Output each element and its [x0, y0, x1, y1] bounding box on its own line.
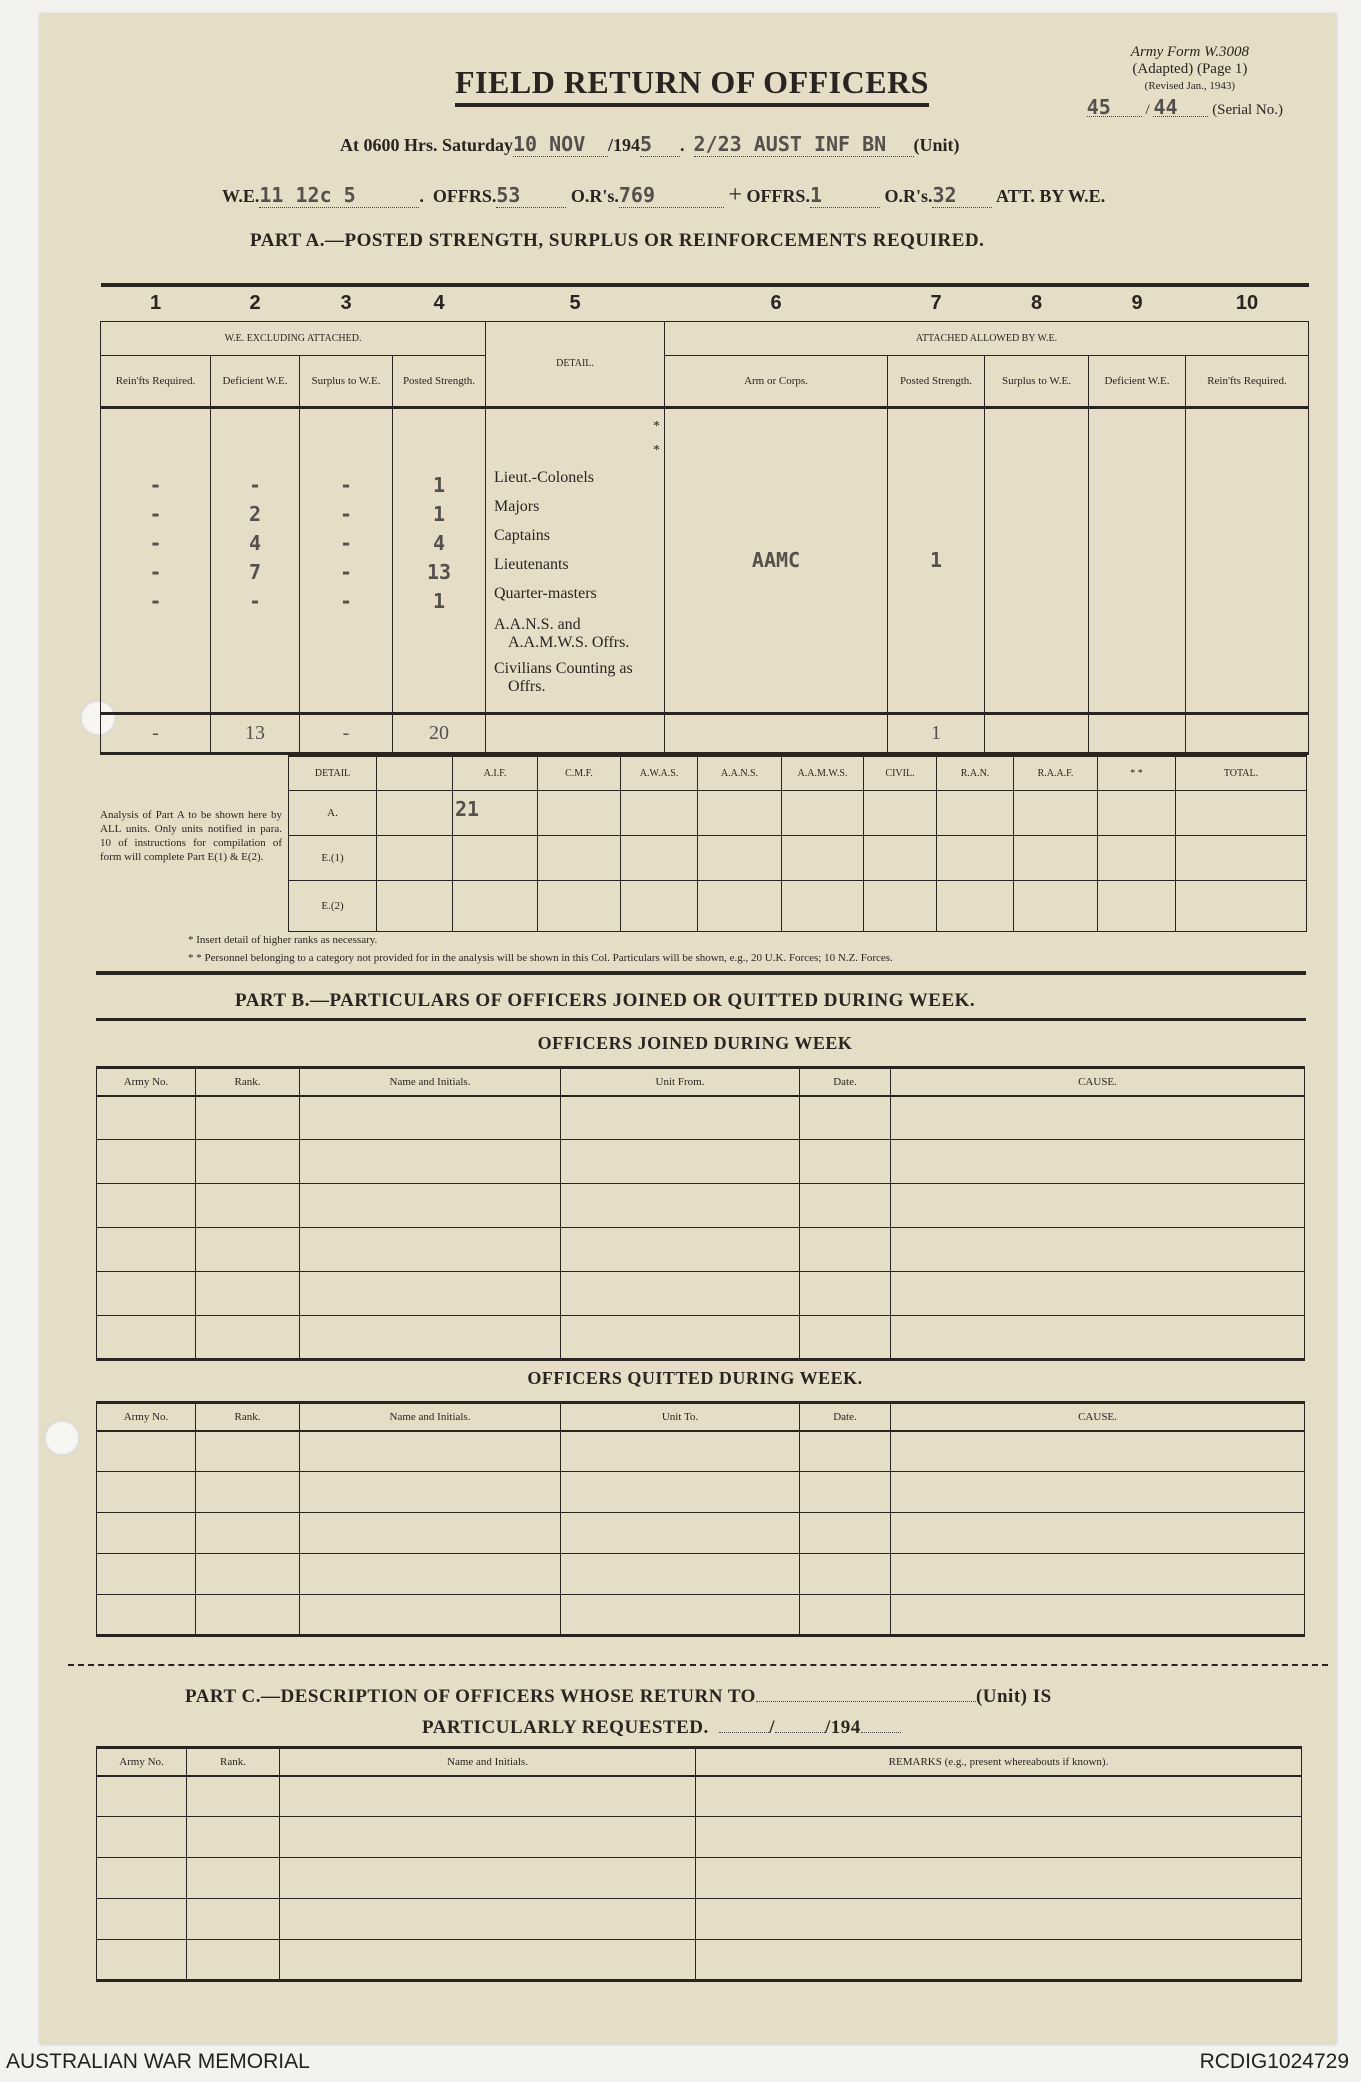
blank-cell[interactable] [300, 1184, 561, 1228]
analysis-cell [377, 791, 453, 836]
blank-cell[interactable] [300, 1595, 561, 1636]
analysis-header: A.I.F. [453, 756, 538, 791]
table-row [97, 1228, 1305, 1272]
quitted-table [96, 1401, 1305, 1637]
rank-detail-list [486, 407, 665, 713]
total-col1: - [101, 713, 211, 753]
subheader: Surplus to W.E. [985, 355, 1089, 407]
blank-cell[interactable] [561, 1554, 800, 1595]
analysis-row [289, 791, 1307, 836]
column-header: Date. [800, 1403, 891, 1431]
analysis-cell [937, 836, 1014, 881]
blank-cell[interactable] [800, 1554, 891, 1595]
part-a-heading: PART A.—POSTED STRENGTH, SURPLUS OR REINFORCEMENTS REQUIRED. [250, 230, 985, 251]
blank-cell[interactable] [561, 1472, 800, 1513]
table-row [97, 1776, 1302, 1817]
blank-cell[interactable] [300, 1316, 561, 1360]
cell-value: 13 [426, 559, 452, 584]
group-att-header: ATTACHED ALLOWED BY W.E. [665, 321, 1309, 355]
analysis-row-label: E.(2) [289, 881, 377, 932]
column-header: CAUSE. [891, 1403, 1305, 1431]
total-arm [665, 713, 888, 753]
blank-cell[interactable] [800, 1228, 891, 1272]
blank-cell[interactable] [196, 1140, 300, 1184]
form-title: FIELD RETURN OF OFFICERS [455, 64, 929, 107]
footnote-1: * Insert detail of higher ranks as necessary. [188, 934, 378, 946]
offrs-label: OFFRS. [432, 186, 497, 206]
blank-cell[interactable] [800, 1272, 891, 1316]
rank-label: Captains [494, 526, 550, 544]
analysis-cell [1014, 881, 1098, 932]
table-row [97, 1595, 1305, 1636]
blank-cell[interactable] [97, 1228, 196, 1272]
blank-cell[interactable] [561, 1513, 800, 1554]
att-offrs-label: OFFRS. [746, 186, 810, 206]
table-row [97, 1940, 1302, 1981]
column-header: Rank. [196, 1068, 300, 1096]
table-row [97, 1184, 1305, 1228]
total-col4: 20 [393, 713, 486, 753]
analysis-cell [864, 791, 937, 836]
cell-value: 4 [432, 530, 446, 555]
analysis-cell [864, 836, 937, 881]
analysis-header: CIVIL. [864, 756, 937, 791]
blank-cell[interactable] [280, 1940, 696, 1981]
analysis-cell [1098, 881, 1176, 932]
blank-cell[interactable] [891, 1472, 1305, 1513]
blank-cell[interactable] [561, 1228, 800, 1272]
blank-cell[interactable] [97, 1513, 196, 1554]
rank-label: Majors [494, 497, 540, 515]
rank-label: Lieut.-Colonels [494, 468, 594, 486]
blank-cell[interactable] [97, 1140, 196, 1184]
blank-cell[interactable] [300, 1431, 561, 1472]
column-header: Rank. [196, 1403, 300, 1431]
joined-table [96, 1066, 1305, 1361]
blank-cell[interactable] [187, 1817, 280, 1858]
subheader: Rein'fts Required. [1186, 355, 1309, 407]
cell-value: - [149, 588, 162, 613]
column-number: 9 [1089, 285, 1186, 321]
footer-right: RCDIG1024729 [1199, 2050, 1349, 2073]
column-header: CAUSE. [891, 1068, 1305, 1096]
part-a-table [100, 283, 1309, 755]
subheader: Surplus to W.E. [300, 355, 393, 407]
column-header: REMARKS (e.g., present whereabouts if known). [696, 1748, 1302, 1776]
cell-value: - [339, 530, 353, 555]
rank-label: Lieutenants [494, 555, 569, 573]
analysis-cell [621, 836, 698, 881]
blank-cell[interactable] [196, 1431, 300, 1472]
arm-corps-value: AAMC [665, 407, 888, 713]
col-reinforcements [101, 407, 211, 713]
blank-cell[interactable] [300, 1096, 561, 1140]
blank-cell[interactable] [187, 1899, 280, 1940]
table-row [97, 1316, 1305, 1360]
total-col2: 13 [211, 713, 300, 753]
blank-cell[interactable] [196, 1272, 300, 1316]
att-label: ATT. BY W.E. [995, 186, 1106, 206]
quitted-title: OFFICERS QUITTED DURING WEEK. [527, 1368, 863, 1388]
blank-cell[interactable] [561, 1096, 800, 1140]
column-header: Date. [800, 1068, 891, 1096]
blank-cell[interactable] [196, 1554, 300, 1595]
offrs-field: 53 [496, 183, 566, 208]
att-offrs-field: 1 [810, 183, 880, 208]
blank-cell[interactable] [800, 1140, 891, 1184]
subheader: Rein'fts Required. [101, 355, 211, 407]
analysis-cell [1176, 836, 1307, 881]
ors-label: O.R's. [570, 186, 619, 206]
analysis-cell [698, 791, 782, 836]
divider [96, 1018, 1306, 1021]
analysis-cell [453, 836, 538, 881]
detail-header: DETAIL. [486, 321, 665, 407]
table-row [97, 1431, 1305, 1472]
form-reference: Army Form W.3008 (Adapted) (Page 1) (Revised Jan., 1943) 45 / 44 (Serial No.) [1086, 44, 1283, 119]
column-header: Army No. [97, 1403, 196, 1431]
cell-value: 1 [432, 472, 446, 497]
blank-cell[interactable] [97, 1096, 196, 1140]
year-field: 5 [640, 132, 680, 157]
subheader: Posted Strength. [393, 355, 486, 407]
cell-value: 4 [248, 530, 262, 555]
blank-cell[interactable] [97, 1940, 187, 1981]
blank-cell[interactable] [891, 1184, 1305, 1228]
divider [96, 971, 1306, 975]
blank-cell[interactable] [97, 1184, 196, 1228]
blank-cell[interactable] [187, 1858, 280, 1899]
blank-cell[interactable] [97, 1272, 196, 1316]
blank-cell[interactable] [196, 1513, 300, 1554]
blank-cell[interactable] [696, 1940, 1302, 1981]
blank-cell[interactable] [561, 1431, 800, 1472]
blank-cell[interactable] [97, 1817, 187, 1858]
cell-value: 7 [248, 559, 262, 584]
date-line: At 0600 Hrs. Saturday10 NOV /1945 . 2/23 AUST INF BN (Unit) [340, 132, 960, 156]
column-header: Army No. [97, 1068, 196, 1096]
total-col3: - [300, 713, 393, 753]
blank-cell[interactable] [561, 1184, 800, 1228]
analysis-cell [538, 836, 621, 881]
blank-cell[interactable] [891, 1554, 1305, 1595]
blank-cell[interactable] [891, 1272, 1305, 1316]
table-row [97, 1140, 1305, 1184]
blank-cell[interactable] [891, 1228, 1305, 1272]
part-c-line2: PARTICULARLY REQUESTED. / /194 [422, 1717, 901, 1739]
form-number: Army Form W.3008 [1130, 44, 1249, 60]
blank-cell[interactable] [300, 1554, 561, 1595]
column-number: 3 [300, 285, 393, 321]
table-row [97, 1472, 1305, 1513]
blank-cell[interactable] [891, 1096, 1305, 1140]
blank-cell[interactable] [800, 1472, 891, 1513]
cell-value: - [149, 559, 162, 584]
analysis-header: TOTAL. [1176, 756, 1307, 791]
cell-value: - [339, 472, 353, 497]
blank-cell[interactable] [696, 1858, 1302, 1899]
part-c-heading [185, 1686, 1052, 1708]
att-deficient-cell [1089, 407, 1186, 713]
aif-a-value: 21 [453, 791, 538, 836]
blank-cell[interactable] [97, 1316, 196, 1360]
column-number: 8 [985, 285, 1089, 321]
rank-label: Civilians Counting as Offrs. [494, 659, 633, 695]
analysis-cell [698, 881, 782, 932]
column-header: Rank. [187, 1748, 280, 1776]
blank-cell[interactable] [891, 1316, 1305, 1360]
column-number: 1 [101, 285, 211, 321]
analysis-cell [1014, 836, 1098, 881]
part-b-heading: PART B.—PARTICULARS OF OFFICERS JOINED OR QUITTED DURING WEEK. [235, 990, 976, 1011]
analysis-cell [937, 881, 1014, 932]
analysis-header: DETAIL [289, 756, 377, 791]
col-surplus [300, 407, 393, 713]
part-c-year: /194 [825, 1717, 861, 1738]
plus-sign: + [728, 182, 742, 208]
joined-title: OFFICERS JOINED DURING WEEK [537, 1033, 853, 1053]
blank-cell[interactable] [280, 1776, 696, 1817]
total-col9 [1089, 713, 1186, 753]
column-header: Name and Initials. [300, 1403, 561, 1431]
column-header: Unit From. [561, 1068, 800, 1096]
col-deficient [211, 407, 300, 713]
blank-cell[interactable] [97, 1595, 196, 1636]
column-number: 5 [486, 285, 665, 321]
cell-value: - [248, 472, 262, 497]
blank-cell[interactable] [280, 1858, 696, 1899]
serial-label: (Serial No.) [1212, 102, 1283, 118]
subheader: Arm or Corps. [665, 355, 888, 407]
analysis-cell [1098, 836, 1176, 881]
analysis-header: A.A.N.S. [698, 756, 782, 791]
tear-line [68, 1664, 1328, 1666]
blank-cell[interactable] [696, 1817, 1302, 1858]
blank-cell[interactable] [97, 1554, 196, 1595]
form-revised: (Revised Jan., 1943) [1144, 80, 1236, 92]
rank-label: Quarter-masters [494, 584, 597, 602]
blank-cell[interactable] [561, 1140, 800, 1184]
part-c-day[interactable] [719, 1732, 769, 1733]
analysis-header: A.A.M.W.S. [782, 756, 864, 791]
table-row [97, 1272, 1305, 1316]
att-surplus-cell [985, 407, 1089, 713]
analysis-cell [377, 836, 453, 881]
blank-cell[interactable] [196, 1472, 300, 1513]
blank-cell[interactable] [800, 1513, 891, 1554]
analysis-header: R.A.N. [937, 756, 1014, 791]
blank-cell[interactable] [196, 1184, 300, 1228]
blank-cell[interactable] [196, 1096, 300, 1140]
analysis-table [288, 754, 1307, 932]
cell-value: - [339, 501, 353, 526]
analysis-header: R.A.A.F. [1014, 756, 1098, 791]
analysis-header: A.W.A.S. [621, 756, 698, 791]
analysis-cell [864, 881, 937, 932]
column-number: 2 [211, 285, 300, 321]
part-c-unit-suffix: (Unit) IS [975, 1686, 1052, 1707]
analysis-cell [937, 791, 1014, 836]
blank-cell[interactable] [891, 1140, 1305, 1184]
blank-cell[interactable] [561, 1595, 800, 1636]
blank-cell[interactable] [300, 1140, 561, 1184]
unit-label: (Unit) [913, 135, 960, 155]
analysis-header: C.M.F. [538, 756, 621, 791]
analysis-cell [1014, 791, 1098, 836]
part-c-month[interactable] [775, 1732, 825, 1733]
blank-cell[interactable] [280, 1817, 696, 1858]
blank-cell[interactable] [300, 1472, 561, 1513]
date-field: 10 NOV [513, 132, 608, 157]
blank-cell[interactable] [300, 1228, 561, 1272]
att-ors-label: O.R's. [884, 186, 933, 206]
total-col8 [985, 713, 1089, 753]
blank-cell[interactable] [800, 1096, 891, 1140]
blank-cell[interactable] [280, 1899, 696, 1940]
table-row [97, 1096, 1305, 1140]
form-adapted: (Adapted) (Page 1) [1132, 61, 1248, 77]
analysis-cell [621, 881, 698, 932]
total-col10 [1186, 713, 1309, 753]
we-line: W.E.11 12c 5 . OFFRS.53 O.R's.769 + OFFRS.1 O.R's.32 ATT. BY W.E. [222, 182, 1106, 208]
unit-field: 2/23 AUST INF BN [694, 132, 914, 157]
analysis-cell [782, 836, 864, 881]
cell-value: - [339, 588, 353, 613]
we-label: W.E. [222, 186, 260, 206]
cell-value: - [339, 559, 353, 584]
analysis-row [289, 881, 1307, 932]
analysis-row-label: A. [289, 791, 377, 836]
group-excl-header: W.E. EXCLUDING ATTACHED. [101, 321, 486, 355]
subheader: Deficient W.E. [211, 355, 300, 407]
table-row [97, 1899, 1302, 1940]
analysis-cell [1176, 791, 1307, 836]
ors-field: 769 [619, 183, 724, 208]
blank-cell[interactable] [891, 1431, 1305, 1472]
blank-cell[interactable] [891, 1513, 1305, 1554]
analysis-cell [621, 791, 698, 836]
analysis-header [377, 756, 453, 791]
analysis-cell [538, 791, 621, 836]
subheader: Deficient W.E. [1089, 355, 1186, 407]
part-c-table [96, 1746, 1302, 1982]
serial-b: 44 [1153, 99, 1208, 117]
table-row [97, 1554, 1305, 1595]
att-posted-value: 1 [888, 407, 985, 713]
blank-cell[interactable] [196, 1595, 300, 1636]
col-posted [393, 407, 486, 713]
blank-cell[interactable] [97, 1899, 187, 1940]
column-number: 10 [1186, 285, 1309, 321]
subheader: Posted Strength. [888, 355, 985, 407]
analysis-cell [1176, 881, 1307, 932]
analysis-cell [377, 881, 453, 932]
cell-value: 1 [432, 588, 446, 613]
asterisk: * [653, 442, 660, 458]
analysis-cell [453, 881, 538, 932]
year-prefix: /194 [608, 135, 641, 155]
column-number: 4 [393, 285, 486, 321]
cell-value: - [248, 588, 262, 613]
att-reinf-cell [1186, 407, 1309, 713]
blank-cell[interactable] [696, 1776, 1302, 1817]
analysis-row-label: E.(1) [289, 836, 377, 881]
rank-label: A.A.N.S. and A.A.M.W.S. Offrs. [494, 615, 630, 651]
asterisk: * [653, 418, 660, 434]
analysis-cell [538, 881, 621, 932]
blank-cell[interactable] [97, 1776, 187, 1817]
blank-cell[interactable] [696, 1899, 1302, 1940]
analysis-cell [782, 791, 864, 836]
blank-cell[interactable] [97, 1472, 196, 1513]
table-row [97, 1817, 1302, 1858]
part-c-heading-text: PART C.—DESCRIPTION OF OFFICERS WHOSE RETURN TO [185, 1686, 756, 1707]
analysis-header: * * [1098, 756, 1176, 791]
blank-cell[interactable] [800, 1431, 891, 1472]
part-c-unit-field[interactable] [756, 1701, 976, 1702]
part-c-year-field[interactable] [861, 1732, 901, 1733]
analysis-cell [698, 836, 782, 881]
total-col7: 1 [888, 713, 985, 753]
blank-cell[interactable] [300, 1272, 561, 1316]
column-header: Army No. [97, 1748, 187, 1776]
blank-cell[interactable] [187, 1776, 280, 1817]
analysis-row [289, 836, 1307, 881]
analysis-cell [1098, 791, 1176, 836]
att-ors-field: 32 [932, 183, 992, 208]
footnote-2: * * Personnel belonging to a category not provided for in the analysis will be shown in this Col. Particulars will be shown, e.g., 20 U.K. Forces; 10 N.Z. Forces. [188, 952, 893, 964]
blank-cell[interactable] [97, 1431, 196, 1472]
cell-value: 1 [432, 501, 446, 526]
analysis-cell [782, 881, 864, 932]
blank-cell[interactable] [196, 1316, 300, 1360]
blank-cell[interactable] [187, 1940, 280, 1981]
total-detail [486, 713, 665, 753]
column-number: 6 [665, 285, 888, 321]
blank-cell[interactable] [800, 1184, 891, 1228]
analysis-note: Analysis of Part A to be shown here by ALL units. Only units notified in para. 10 of instructions for compilation of form will complete Part E(1) & E(2). [100, 809, 282, 863]
blank-cell[interactable] [561, 1272, 800, 1316]
blank-cell[interactable] [800, 1595, 891, 1636]
column-header: Name and Initials. [280, 1748, 696, 1776]
column-header: Unit To. [561, 1403, 800, 1431]
cell-value: - [149, 530, 162, 555]
punch-hole [44, 1420, 80, 1456]
blank-cell[interactable] [97, 1858, 187, 1899]
column-number: 7 [888, 285, 985, 321]
cell-value: - [149, 472, 162, 497]
cell-value: 2 [248, 501, 262, 526]
column-header: Name and Initials. [300, 1068, 561, 1096]
we-field: 11 12c 5 [259, 183, 419, 208]
serial-a: 45 [1087, 99, 1142, 117]
at-label: At 0600 Hrs. Saturday [340, 135, 514, 155]
blank-cell[interactable] [561, 1316, 800, 1360]
table-row [97, 1858, 1302, 1899]
table-row [97, 1513, 1305, 1554]
cell-value: - [149, 501, 162, 526]
part-c-requested: PARTICULARLY REQUESTED. [422, 1717, 709, 1738]
blank-cell[interactable] [300, 1513, 561, 1554]
blank-cell[interactable] [891, 1595, 1305, 1636]
footer-left: AUSTRALIAN WAR MEMORIAL [6, 2050, 310, 2073]
blank-cell[interactable] [800, 1316, 891, 1360]
blank-cell[interactable] [196, 1228, 300, 1272]
